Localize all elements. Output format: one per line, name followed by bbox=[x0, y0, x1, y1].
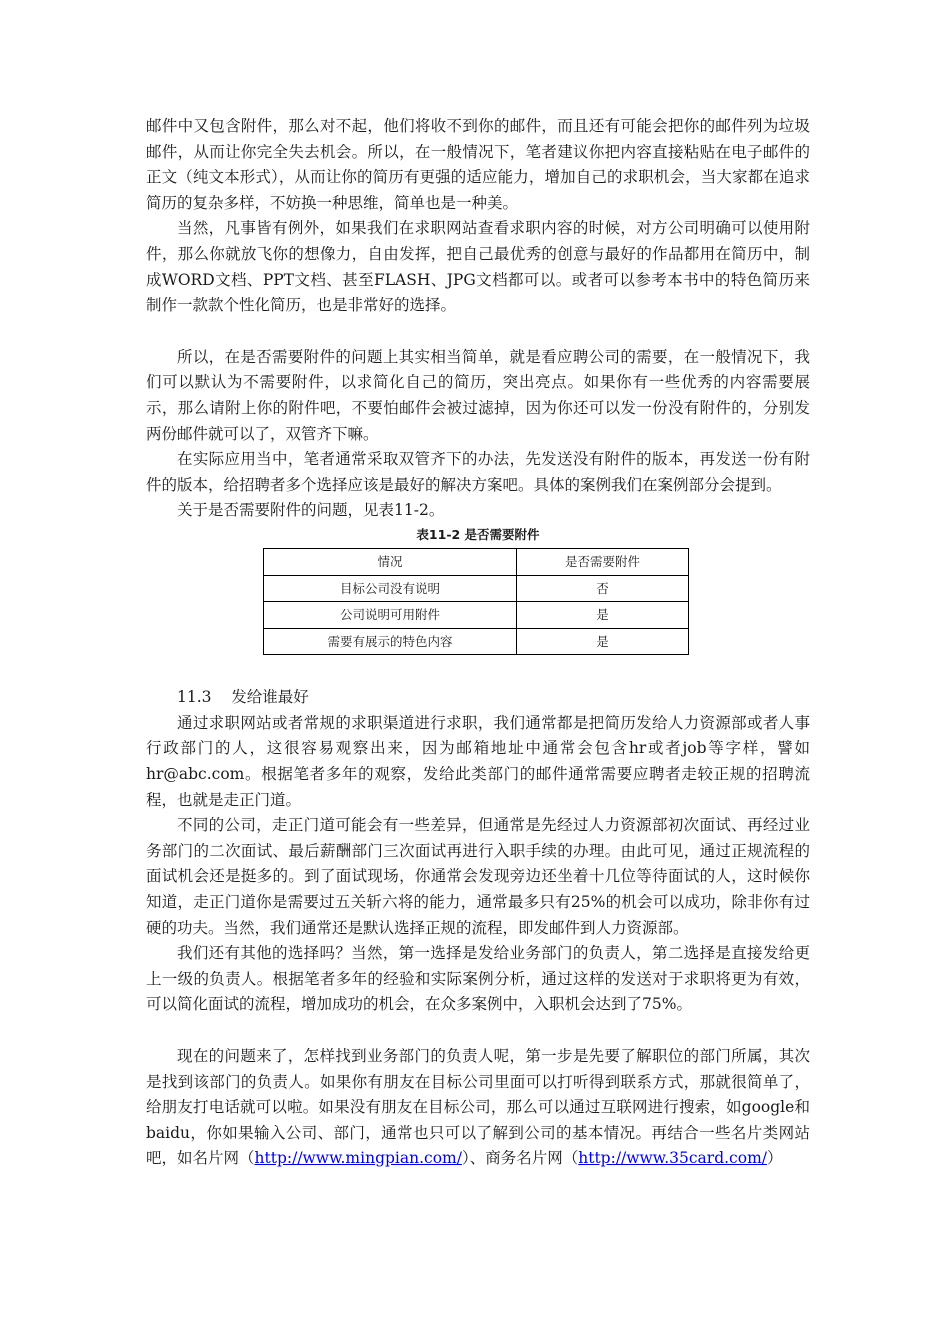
table-reference-paragraph: 关于是否需要附件的问题，见表11-2。 bbox=[177, 501, 445, 520]
table-cell: 是 bbox=[517, 602, 689, 629]
table-cell: 需要有展示的特色内容 bbox=[264, 628, 517, 655]
table-cell: 是 bbox=[517, 628, 689, 655]
paragraph-gap bbox=[146, 655, 810, 685]
body-paragraph: 不同的公司，走正门道可能会有一些差异，但通常是先经过人力资源部初次面试、再经过业务部门的二次面试、最后薪酬部门三次面试再进行入职手续的办理。由此可见，通过正规流程的面试机会还是挺多的。到了面试现场，你通常会发现旁边还坐着十几位等待面试的人，这时候你知道，走正门道你是需要过五关斩六将的能力，通常最多只有25%的机会可以成功，除非你有过硬的功夫。当然，我们通常还是默认选择正规的流程，即发邮件到人力资源部。 bbox=[146, 816, 810, 937]
paragraph-text: ） bbox=[767, 1149, 783, 1168]
table-row bbox=[264, 602, 689, 629]
35card-link[interactable]: http://www.35card.com/ bbox=[578, 1149, 767, 1168]
section-heading: 11.3 发给谁最好 bbox=[177, 688, 309, 707]
document-page bbox=[146, 114, 810, 1172]
table-header-cell: 是否需要附件 bbox=[517, 548, 689, 575]
table-cell: 否 bbox=[517, 575, 689, 602]
paragraph-gap bbox=[146, 1018, 810, 1044]
table-cell: 目标公司没有说明 bbox=[264, 575, 517, 602]
body-paragraph: 所以，在是否需要附件的问题上其实相当简单，就是看应聘公司的需要，在一般情况下，我们可以默认为不需要附件，以求简化自己的简历，突出亮点。如果你有一些优秀的内容需要展示，那么请附上你的附件吧，不要怕邮件会被过滤掉，因为你还可以发一份没有附件的，分别发两份邮件就可以了，双管齐下嘛。 bbox=[146, 347, 810, 443]
mingpian-link[interactable]: http://www.mingpian.com/ bbox=[254, 1149, 462, 1168]
body-paragraph: 当然，凡事皆有例外，如果我们在求职网站查看求职内容的时候，对方公司明确可以使用附件，那么你就放飞你的想像力，自由发挥，把自己最优秀的创意与最好的作品都用在简历中，制成WORD文档、PPT文档、甚至FLASH、JPG文档都可以。或者可以参考本书中的特色简历来制作一款款个性化简历，也是非常好的选择。 bbox=[146, 219, 810, 315]
paragraph-gap bbox=[146, 319, 810, 345]
body-paragraph: 通过求职网站或者常规的求职渠道进行求职，我们通常都是把简历发给人力资源部或者人事行政部门的人，这很容易观察出来，因为邮箱地址中通常会包含hr或者job等字样，譬如hr@abc.com。根据笔者多年的观察，发给此类部门的邮件通常需要应聘者走较正规的招聘流程，也就是走正门道。 bbox=[146, 713, 810, 809]
paragraph-text: ）、商务名片网（ bbox=[461, 1149, 579, 1168]
table-header-cell: 情况 bbox=[264, 548, 517, 575]
table-cell: 公司说明可用附件 bbox=[264, 602, 517, 629]
body-paragraph-with-links bbox=[146, 1044, 810, 1172]
table-header-row bbox=[264, 548, 689, 575]
attachment-table bbox=[263, 548, 689, 655]
body-paragraph: 我们还有其他的选择吗？当然，第一选择是发给业务部门的负责人，第二选择是直接发给更上一级的负责人。根据笔者多年的经验和实际案例分析，通过这样的发送对于求职将更为有效，可以简化面试的流程，增加成功的机会，在众多案例中，入职机会达到了75%。 bbox=[146, 944, 810, 1014]
paragraph-text: 现在的问题来了，怎样找到业务部门的负责人呢，第一步是先要了解职位的部门所属，其次是找到该部门的负责人。如果你有朋友在目标公司里面可以打听得到联系方式，那就很简单了，给朋友打电话就可以啦。如果没有朋友在目标公司，那么可以通过互联网进行搜索，如google和baidu，你如果输入公司、部门，通常也只可以了解到公司的基本情况。再结合一些名片类网站吧，如名片网（ bbox=[146, 1047, 810, 1168]
table-caption: 表11-2 是否需要附件 bbox=[416, 526, 540, 542]
table-row bbox=[264, 575, 689, 602]
body-paragraph: 在实际应用当中，笔者通常采取双管齐下的办法，先发送没有附件的版本，再发送一份有附件的版本，给招聘者多个选择应该是最好的解决方案吧。具体的案例我们在案例部分会提到。 bbox=[146, 450, 810, 494]
table-row bbox=[264, 628, 689, 655]
body-paragraph: 邮件中又包含附件，那么对不起，他们将收不到你的邮件，而且还有可能会把你的邮件列为垃圾邮件，从而让你完全失去机会。所以，在一般情况下，笔者建议你把内容直接粘贴在电子邮件的正文（纯文本形式），从而让你的简历有更强的适应能力，增加自己的求职机会，当大家都在追求简历的复杂多样，不妨换一种思维，简单也是一种美。 bbox=[146, 117, 810, 212]
